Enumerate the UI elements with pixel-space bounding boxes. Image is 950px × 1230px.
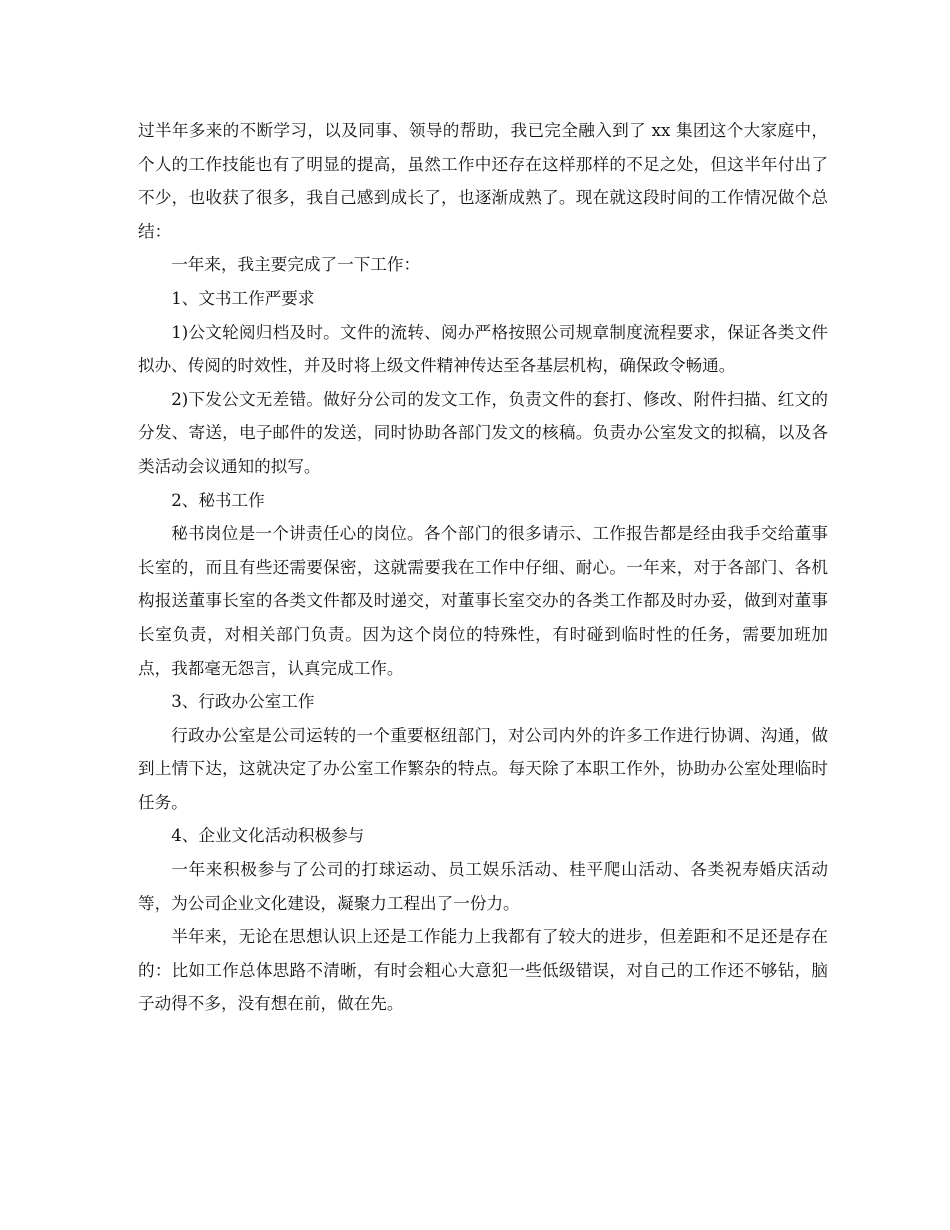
paragraph-conclusion: 半年来，无论在思想认识上还是工作能力上我都有了较大的进步，但差距和不足还是存在的：比如工作总体思路不清晰，有时会粗心大意犯一些低级错误，对自己的工作还不够钻，脑子动得不多，没有想在前，做在先。 (138, 927, 828, 1014)
paragraph-item-1-1: 1)公文轮阅归档及时。文件的流转、阅办严格按照公司规章制度流程要求，保证各类文件拟办、传阅的时效性，并及时将上级文件精神传达至各基层机构，确保政令畅通。 (138, 322, 828, 376)
section-heading-1: 1、文书工作严要求 (171, 288, 315, 308)
paragraph-admin-office: 行政办公室是公司运转的一个重要枢纽部门，对公司内外的许多工作进行协调、沟通，做到上情下达，这就决定了办公室工作繁杂的特点。每天除了本职工作外，协助办公室处理临时任务。 (138, 725, 828, 812)
paragraph-culture: 一年来积极参与了公司的打球运动、员工娱乐活动、桂平爬山活动、各类祝寿婚庆活动等，为公司企业文化建设，凝聚力工程出了一份力。 (138, 860, 828, 913)
section-heading-2: 2、秘书工作 (171, 490, 265, 510)
paragraph-secretary: 秘书岗位是一个讲责任心的岗位。各个部门的很多请示、工作报告都是经由我手交给董事长室的，而且有些还需要保密，这就需要我在工作中仔细、耐心。一年来，对于各部门、各机构报送董事长室的各类文件都及时递交，对董事长室交办的各类工作都及时办妥，做到对董事长室负责，对相关部门负责。因为这个岗位的特殊性，有时碰到临时性的任务，需要加班加点，我都毫无怨言，认真完成工作。 (138, 524, 828, 678)
paragraph-intro: 过半年多来的不断学习，以及同事、领导的帮助，我已完全融入到了 xx 集团这个大家庭中，个人的工作技能也有了明显的提高，虽然工作中还存在这样那样的不足之处，但这半年付出了不少，也收获了很多，我自己感到成长了，也逐渐成熟了。现在就这段时间的工作情况做个总结： (138, 121, 828, 241)
paragraph-item-1-2: 2)下发公文无差错。做好分公司的发文工作，负责文件的套打、修改、附件扫描、红文的分发、寄送，电子邮件的发送，同时协助各部门发文的核稿。负责办公室发文的拟稿，以及各类活动会议通知的拟写。 (138, 389, 828, 476)
section-heading-4: 4、企业文化活动积极参与 (171, 826, 365, 846)
document-body (138, 114, 828, 1021)
paragraph-summary-lead: 一年来，我主要完成了一下工作： (171, 255, 421, 275)
section-heading-3: 3、行政办公室工作 (171, 692, 315, 712)
